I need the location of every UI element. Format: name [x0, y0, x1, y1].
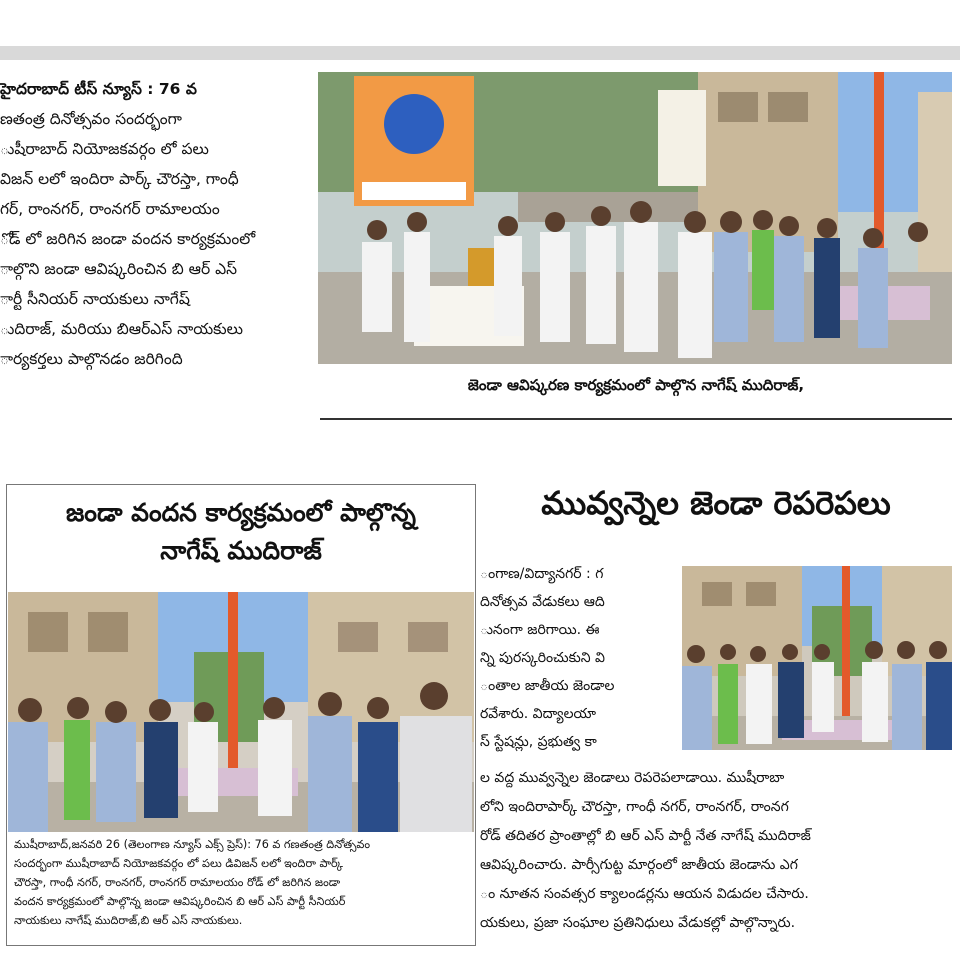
- clip2-body-line: చౌరస్తా, గాంధీ నగర్, రాంనగర్, రాంనగర్ రామాలయం రోడ్ లో జరిగిన జండా: [14, 876, 341, 889]
- clip2-body-line: నాయకులు నాగేష్ ముదిరాజ్,బి ఆర్ ఎస్ నాయకులు.: [14, 914, 243, 927]
- clip3-body-line: ునంగా జరిగాయి. ఈ: [480, 622, 600, 638]
- clip3-body-line: ం నూతన సంవత్సర క్యాలండర్లను ఆయన విడుదల చేసారు.: [480, 886, 809, 902]
- clip1-line: ణతంత్ర దినోత్సవం సందర్భంగా: [0, 110, 182, 128]
- clip2-body-line: వందన కార్యక్రమంలో పాల్గొన్న జండా ఆవిష్కరించిన బి ఆర్ ఎస్ పార్టీ సీనియర్: [14, 895, 346, 908]
- clip3-body-line: ంగాణ/విద్యానగర్ : గ: [480, 566, 604, 582]
- clip3-body-line: ఆవిష్కరించారు. పార్సీగుట్ట మార్గంలో జాతీయ జెండాను ఎగ: [480, 857, 798, 873]
- clip3-body-line: రోడ్ తదితర ప్రాంతాల్లో బి ఆర్ ఎస్ పార్టీ నేత నాగేష్ ముదిరాజ్: [480, 828, 811, 844]
- clip3-body-line: లోని ఇందిరాపార్క్ చౌరస్తా, గాంధీ నగర్, రాంనగర్, రాంనగ: [480, 799, 789, 815]
- clip1-line: గర్, రాంనగర్, రాంనగర్ రామాలయం: [0, 200, 220, 218]
- clip3-body-short: [480, 560, 676, 756]
- clip3-body-line: యకులు, ప్రజా సంఘాల ప్రతినిధులు వేడుకల్లో పాల్గొన్నారు.: [480, 915, 796, 931]
- clip1-line: ుషీరాబాద్ నియోజకవర్గం లో పలు: [0, 140, 209, 158]
- clip1-line: హైదరాబాద్ టీస్ న్యూస్ : 76 వ: [0, 80, 197, 98]
- clip3-body-line: ంతాల జాతీయ జెండాల: [480, 678, 615, 694]
- clip2-heading-line: నాగేష్ ముదిరాజ్: [160, 536, 322, 565]
- clip1-line: విజన్ లలో ఇందిరా పార్క్ చౌరస్తా, గాంధీ: [0, 170, 239, 188]
- clip3-body-line: న్ని పురస్కరించుకుని వి: [480, 650, 605, 666]
- clip1-line: ాల్గొని జండా ఆవిష్కరించిన బి ఆర్ ఎస్: [0, 260, 237, 278]
- clip3-heading: మువ్వన్నెల జెండా రెపరెపలు: [541, 484, 891, 522]
- clip2-body-line: ముషీరాబాద్,జనవరి 26 (తెలంగాణ న్యూస్ ఎక్స్ ప్రెస్): 76 వ గణతంత్ర దినోత్సవం: [14, 838, 371, 851]
- clip3-body-line: రవేశారు. విద్యాలయా: [480, 706, 596, 722]
- clip1-line: ోడ్ లో జరిగిన జండా వందన కార్యక్రమంలో: [0, 230, 256, 248]
- clip1-caption: జెండా ఆవిష్కరణ కార్యక్రమంలో పాల్గొన నాగేష్ ముదిరాజ్,: [467, 376, 805, 394]
- clip2-heading: [8, 494, 474, 570]
- clip2-body-line: సందర్భంగా ముషీరాబాద్ నియోజకవర్గం లో పలు డివిజన్ లలో ఇందిరా పార్క్: [14, 857, 343, 870]
- clip1-line: ార్టీ సీనియర్ నాయకులు నాగేష్: [0, 290, 190, 308]
- clip2-heading-line: జండా వందన కార్యక్రమంలో పాల్గొన్న: [66, 498, 416, 527]
- clip3-body-line: దినోత్సవ వేడుకలు ఆది: [480, 594, 605, 610]
- clip1-divider: [320, 418, 952, 420]
- clip1-line: ార్యకర్తలు పాల్గొనడం జరిగింది: [0, 350, 183, 368]
- clip3-body-line: ల వద్ద మువ్వన్నెల జెండాలు రెపరెపలాడాయి. ముషీరాబా: [480, 770, 785, 786]
- clip2-body: [14, 835, 469, 930]
- clip3-body-long: [480, 764, 956, 938]
- clip3-photo: [682, 566, 952, 750]
- clip1-line: ుదిరాజ్, మరియు బిఆర్ఎస్ నాయకులు: [0, 320, 243, 338]
- top-band: [0, 46, 960, 60]
- clip3-body-line: స్ స్టేషన్లు, ప్రభుత్వ కా: [480, 734, 597, 750]
- clip1-photo: [318, 72, 952, 364]
- clip2-photo: [8, 592, 474, 832]
- clip1-article: [0, 74, 312, 374]
